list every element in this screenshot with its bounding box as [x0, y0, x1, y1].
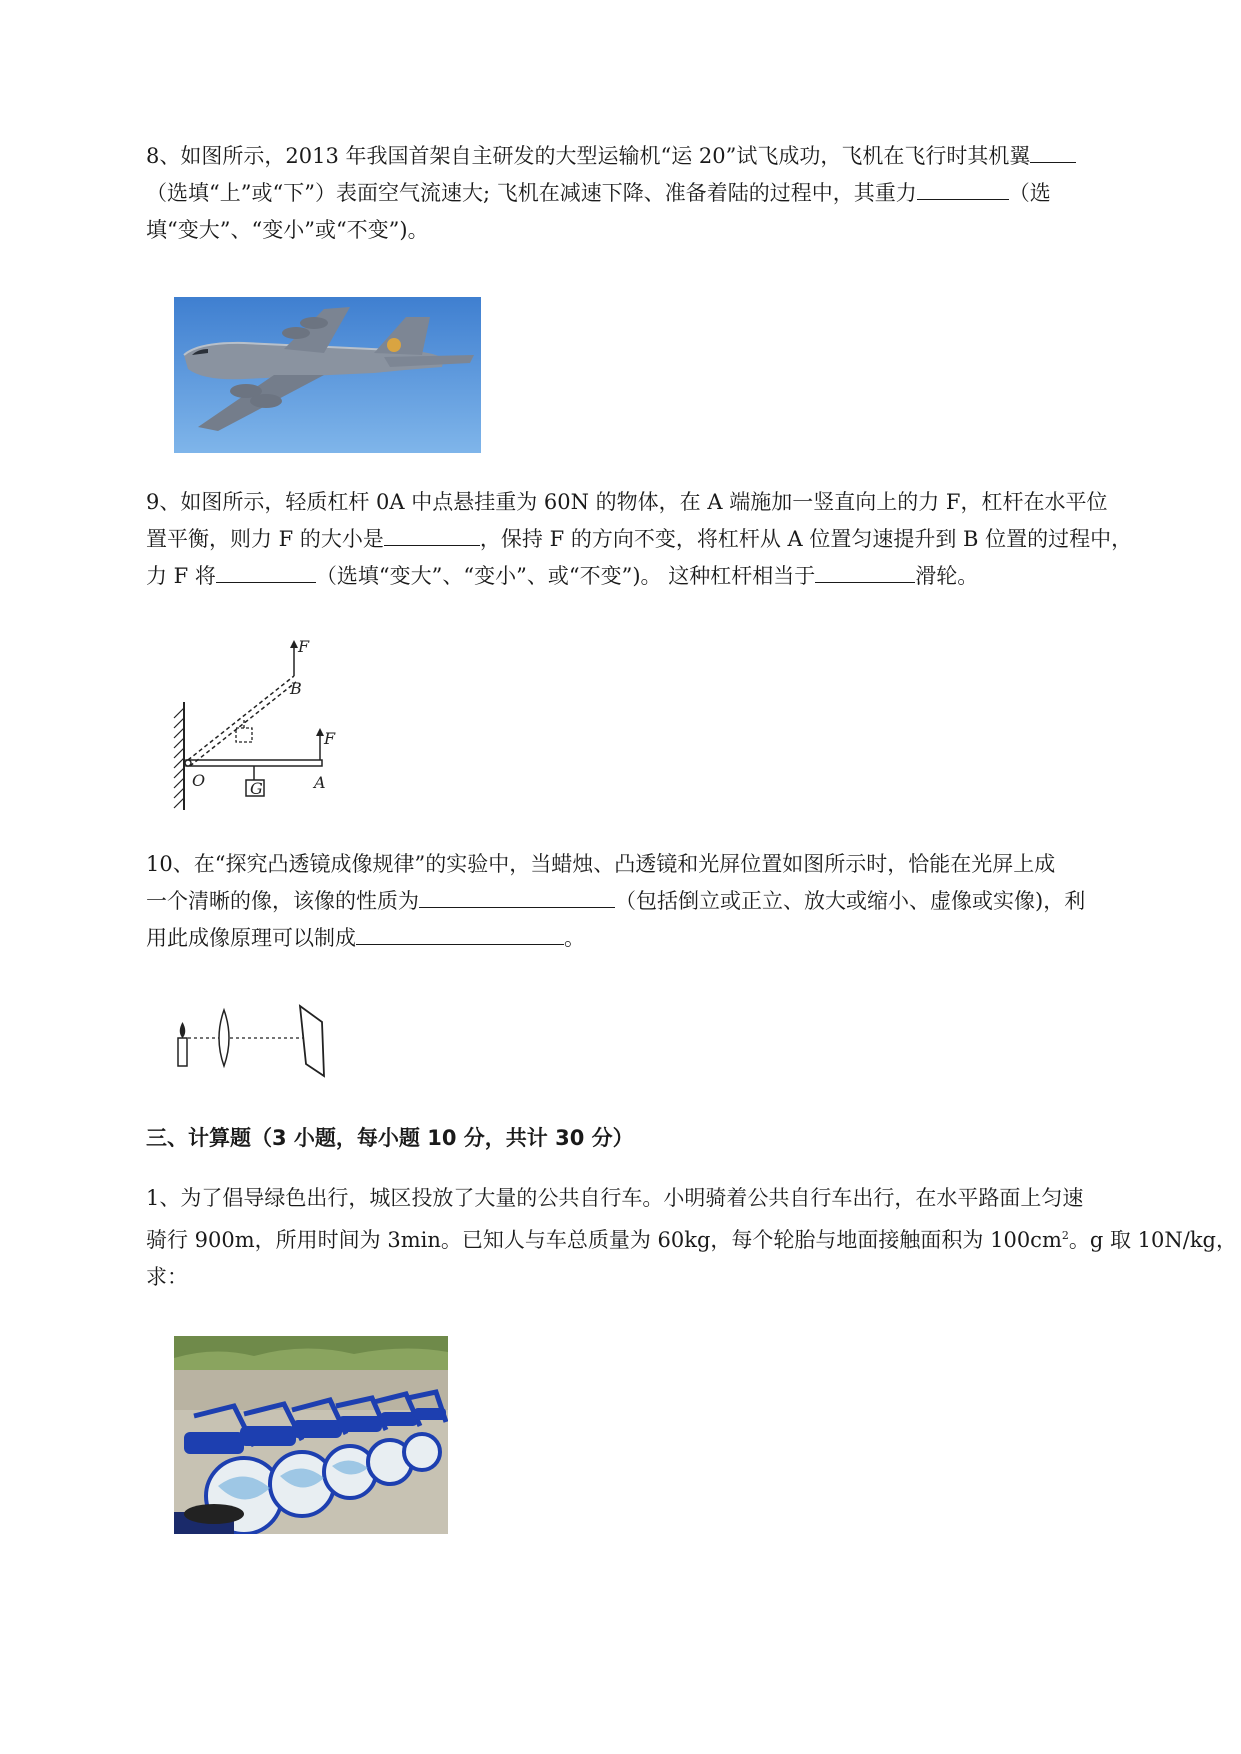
- calc1-line2a: 骑行 900m，所用时间为 3min。已知人与车总质量为 60kg，每个轮胎与地面接触面积为 100cm: [146, 1228, 1062, 1252]
- q9-line2a: 置平衡，则力 F 的大小是: [146, 527, 384, 551]
- lens-setup-diagram: [170, 998, 330, 1078]
- q9-line3c: 滑轮。: [915, 564, 979, 588]
- q10-blank-2: [356, 922, 564, 945]
- q9-blank-2: [216, 560, 316, 583]
- q10-line2a: 一个清晰的像，该像的性质为: [146, 889, 419, 913]
- q8-blank-2: [917, 177, 1009, 200]
- q9-blank-1: [384, 523, 480, 546]
- bicycles-photo: [174, 1336, 448, 1534]
- question-10: [146, 846, 1156, 957]
- q9-line1: 9、如图所示，轻质杠杆 0A 中点悬挂重为 60N 的物体，在 A 端施加一竖直向上的力 F，杠杆在水平位: [146, 490, 1108, 514]
- airplane-photo: [174, 297, 481, 453]
- q9-line2b: ，保持 F 的方向不变，将杠杆从 A 位置匀速提升到 B 位置的过程中，: [479, 527, 1133, 551]
- calc1-line1: 1、为了倡导绿色出行，城区投放了大量的公共自行车。小明骑着公共自行车出行，在水平路面上匀速: [146, 1186, 1084, 1210]
- calc1-line2b: 。g 取 10N/kg，: [1068, 1228, 1237, 1252]
- q9-line3b: （选填“变大”、“变小”、或“不变”)。 这种杠杆相当于: [315, 564, 816, 588]
- label-F-top: F: [298, 637, 310, 656]
- lever-diagram: [170, 632, 350, 814]
- label-G: G: [250, 779, 263, 798]
- calc1-line3: 求：: [146, 1265, 188, 1289]
- q9-line3a: 力 F 将: [146, 564, 216, 588]
- q8-line1: 8、如图所示，2013 年我国首架自主研发的大型运输机“运 20”试飞成功，飞机在飞行时其机翼: [146, 144, 1031, 168]
- q10-blank-1: [419, 885, 615, 908]
- label-A: A: [314, 773, 326, 792]
- question-8: [146, 138, 1156, 249]
- label-O: O: [192, 771, 206, 790]
- q10-line2b: （包括倒立或正立、放大或缩小、虚像或实像)，利: [615, 889, 1086, 913]
- q9-blank-3: [815, 560, 915, 583]
- q8-blank-1: [1030, 140, 1076, 163]
- q8-line2a: （选填“上”或“下”）表面空气流速大; 飞机在减速下降、准备着陆的过程中，其重力: [146, 181, 917, 205]
- label-B: B: [290, 679, 302, 698]
- q8-line3: 填“变大”、“变小”或“不变”)。: [146, 218, 429, 242]
- label-F-right: F: [324, 729, 336, 748]
- calc1-superscript: 2: [1061, 1229, 1069, 1242]
- q10-line3a: 用此成像原理可以制成: [146, 926, 356, 950]
- section-3-heading: 三、计算题（3 小题，每小题 10 分，共计 30 分）: [146, 1126, 634, 1150]
- q10-line1: 10、在“探究凸透镜成像规律”的实验中，当蜡烛、凸透镜和光屏位置如图所示时，恰能在光屏上成: [146, 852, 1056, 876]
- q10-line3b: 。: [564, 926, 585, 950]
- q8-line2b: （选: [1008, 181, 1051, 205]
- question-9: [146, 484, 1156, 595]
- calc-question-1: [146, 1180, 1237, 1296]
